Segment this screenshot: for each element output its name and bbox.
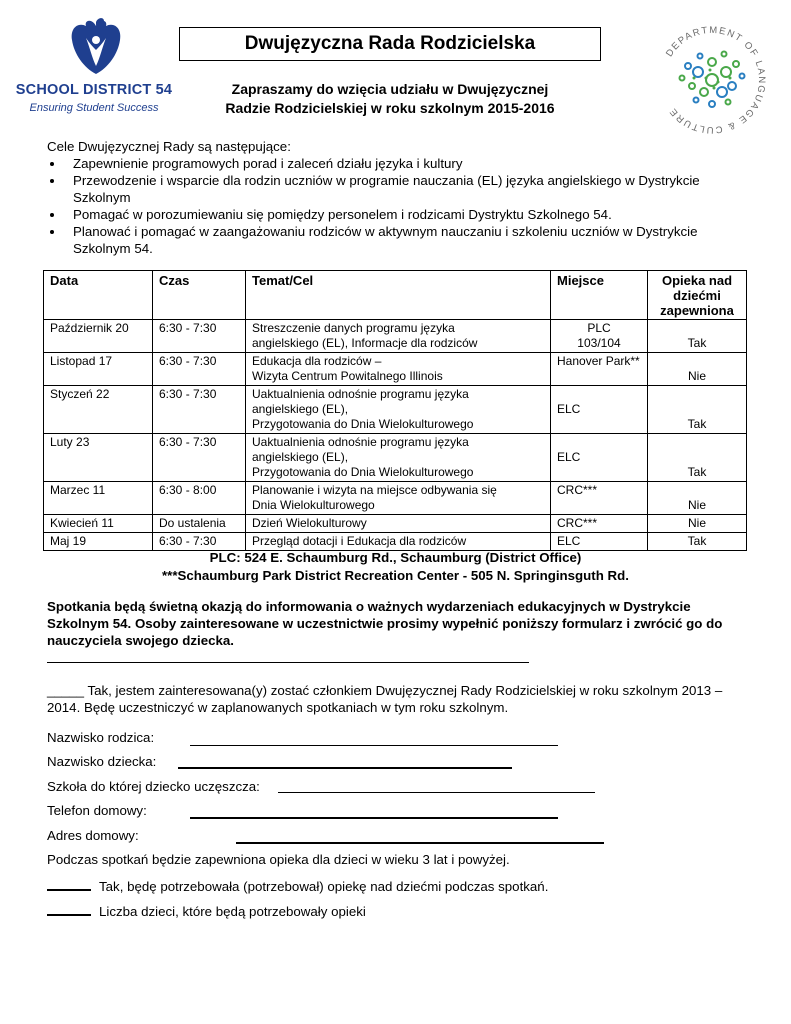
address-field[interactable]: [236, 842, 604, 844]
subtitle-line-2: Radzie Rodzicielskiej w roku szkolnym 2015-2016: [225, 100, 555, 116]
cell-childcare: Tak: [648, 434, 747, 482]
cell-date: Listopad 17: [44, 353, 153, 386]
participation-notice: Spotkania będą świetną okazją do informowania o ważnych wydarzeniach edukacyjnych w Dystrykcie Szkolnym 54. Osoby zainteresowane w uczestnictwie prosimy wypełnić poniższy formularz i zwrócić go do nauczyciela swojego dziecka.: [47, 599, 723, 648]
cell-date: Luty 23: [44, 434, 153, 482]
cell-childcare: Tak: [648, 386, 747, 434]
consent-text: Tak, jestem zainteresowana(y) zostać członkiem Dwujęzycznej Rady Rodzicielskiej w roku szkolnym 2013 – 2014. Będę uczestniczyć w zaplanowanych spotkaniach w tym roku szkolnym.: [47, 683, 723, 715]
cell-topic: [246, 320, 551, 353]
place-line: 103/104: [577, 336, 621, 350]
children-count-blank[interactable]: [47, 902, 91, 916]
phone-label: Telefon domowy:: [47, 803, 147, 818]
topic-line: Planowanie i wizyta na miejsce odbywania się: [252, 483, 497, 497]
table-row: [44, 482, 747, 515]
address-label: Adres domowy:: [47, 828, 139, 843]
child-name-field[interactable]: [178, 767, 512, 769]
cell-date: Styczeń 22: [44, 386, 153, 434]
cell-time: 6:30 - 7:30: [153, 533, 246, 551]
topic-line: Przegląd dotacji i Edukacja dla rodziców: [252, 534, 467, 548]
need-childcare-text: Tak, będę potrzebowała (potrzebował) opiekę nad dziećmi podczas spotkań.: [99, 879, 549, 894]
district-logo: [10, 18, 178, 118]
place-line: ELC: [557, 450, 581, 464]
meeting-schedule-table: [43, 270, 747, 551]
council-goals: [47, 138, 727, 257]
goal-item: • Pomagać w porozumiewaniu się pomiędzy personelem i rodzicami Dystryktu Szkolnego 54.: [65, 206, 727, 223]
topic-line: Przygotowania do Dnia Wielokulturowego: [252, 417, 474, 431]
cell-topic: [246, 482, 551, 515]
location-plc: PLC: 524 E. Schaumburg Rd., Schaumburg (District Office): [209, 550, 582, 565]
cell-date: Maj 19: [44, 533, 153, 551]
table-row: [44, 353, 747, 386]
table-row: [44, 386, 747, 434]
topic-line: Dnia Wielokulturowego: [252, 498, 375, 512]
cell-place: [551, 320, 648, 353]
cell-topic: [246, 353, 551, 386]
place-line: ELC: [557, 402, 581, 416]
child-name-label: Nazwisko dziecka:: [47, 754, 157, 769]
place-line: PLC: [587, 321, 611, 335]
cell-topic: [246, 434, 551, 482]
cell-childcare: Nie: [648, 515, 747, 533]
header-topic: Temat/Cel: [246, 271, 551, 320]
district-name: SCHOOL DISTRICT 54: [15, 82, 173, 98]
district-tagline: Ensuring Student Success: [29, 102, 159, 114]
cell-date: Kwiecień 11: [44, 515, 153, 533]
topic-line: angielskiego (EL),: [252, 450, 349, 464]
table-row: [44, 434, 747, 482]
topic-line: Wizyta Centrum Powitalnego Illinois: [252, 369, 443, 383]
page-subtitle: [180, 80, 600, 118]
location-crc: ***Schaumburg Park District Recreation Center - 505 N. Springinsguth Rd.: [162, 568, 629, 583]
language-culture-logo-icon: [652, 20, 772, 140]
header-date: Data: [44, 271, 153, 320]
header-place: Miejsce: [551, 271, 648, 320]
header-time: Czas: [153, 271, 246, 320]
place-line: Hanover Park**: [557, 354, 640, 368]
department-logo-text: DEPARTMENT OF LANGUAGE & CULTURE: [664, 24, 768, 136]
topic-line: Dzień Wielokulturowy: [252, 516, 367, 530]
cell-childcare: Tak: [648, 533, 747, 551]
table-row: [44, 533, 747, 551]
apple-hands-icon: [68, 18, 124, 76]
phone-field[interactable]: [190, 817, 558, 819]
cell-time: Do ustalenia: [153, 515, 246, 533]
table-header-row: [44, 271, 747, 320]
cell-date: Marzec 11: [44, 482, 153, 515]
cell-place: [551, 353, 648, 386]
cell-place: [551, 482, 648, 515]
cell-topic: [246, 515, 551, 533]
topic-line: angielskiego (EL), Informacje dla rodziców: [252, 336, 478, 350]
cell-time: 6:30 - 7:30: [153, 353, 246, 386]
table-row: [44, 515, 747, 533]
cell-time: 6:30 - 7:30: [153, 386, 246, 434]
cell-date: Październik 20: [44, 320, 153, 353]
goal-item: • Przewodzenie i wsparcie dla rodzin uczniów w programie nauczania (EL) języka angielskiego w Dystrykcie Szkolnym: [65, 172, 727, 206]
cell-topic: [246, 386, 551, 434]
place-line: ELC: [557, 534, 581, 548]
cell-time: 6:30 - 7:30: [153, 434, 246, 482]
table-row: [44, 320, 747, 353]
parent-name-label: Nazwisko rodzica:: [47, 730, 155, 745]
cell-childcare: Nie: [648, 482, 747, 515]
cell-place: [551, 434, 648, 482]
topic-line: Uaktualnienia odnośnie programu języka: [252, 435, 469, 449]
page-title: Dwujęzyczna Rada Rodzicielska: [179, 27, 601, 61]
cell-childcare: Tak: [648, 320, 747, 353]
cell-place: [551, 533, 648, 551]
goal-item: • Zapewnienie programowych porad i zaleceń działu języka i kultury: [65, 155, 727, 172]
school-label: Szkoła do której dziecko uczęszcza:: [47, 779, 260, 794]
topic-line: Streszczenie danych programu języka: [252, 321, 455, 335]
meeting-locations: [20, 549, 771, 585]
topic-line: Edukacja dla rodziców –: [252, 354, 382, 368]
parent-name-field[interactable]: [190, 745, 558, 746]
place-line: CRC***: [557, 483, 598, 497]
cell-childcare: Nie: [648, 353, 747, 386]
need-childcare-row: [47, 877, 548, 894]
cell-topic: [246, 533, 551, 551]
topic-line: Uaktualnienia odnośnie programu języka: [252, 387, 469, 401]
cell-place: [551, 386, 648, 434]
childcare-note: Podczas spotkań będzie zapewniona opieka dla dzieci w wieku 3 lat i powyżej.: [47, 852, 510, 867]
children-count-text: Liczba dzieci, które będą potrzebowały opieki: [99, 904, 366, 919]
separator-line: [47, 662, 529, 663]
school-field[interactable]: [278, 792, 595, 793]
consent-checkbox-blank[interactable]: _____: [47, 683, 84, 698]
goal-item: • Planować i pomagać w zaangażowaniu rodziców w aktywnym nauczaniu i szkoleniu uczniów w Dystrykcie Szkolnym 54.: [65, 223, 727, 257]
goals-list: [47, 155, 727, 257]
department-logo: [652, 20, 772, 140]
topic-line: angielskiego (EL),: [252, 402, 349, 416]
cell-place: [551, 515, 648, 533]
children-count-row: [47, 902, 366, 919]
cell-time: 6:30 - 7:30: [153, 320, 246, 353]
place-line: CRC***: [557, 516, 598, 530]
consent-statement: [47, 682, 747, 716]
header-childcare: Opieka nad dziećmi zapewniona: [648, 271, 747, 320]
subtitle-line-1: Zapraszamy do wzięcia udziału w Dwujęzycznej: [231, 81, 549, 97]
goals-intro: Cele Dwujęzycznej Rady są następujące:: [47, 139, 291, 154]
need-childcare-blank[interactable]: [47, 877, 91, 891]
topic-line: Przygotowania do Dnia Wielokulturowego: [252, 465, 474, 479]
cell-time: 6:30 - 8:00: [153, 482, 246, 515]
